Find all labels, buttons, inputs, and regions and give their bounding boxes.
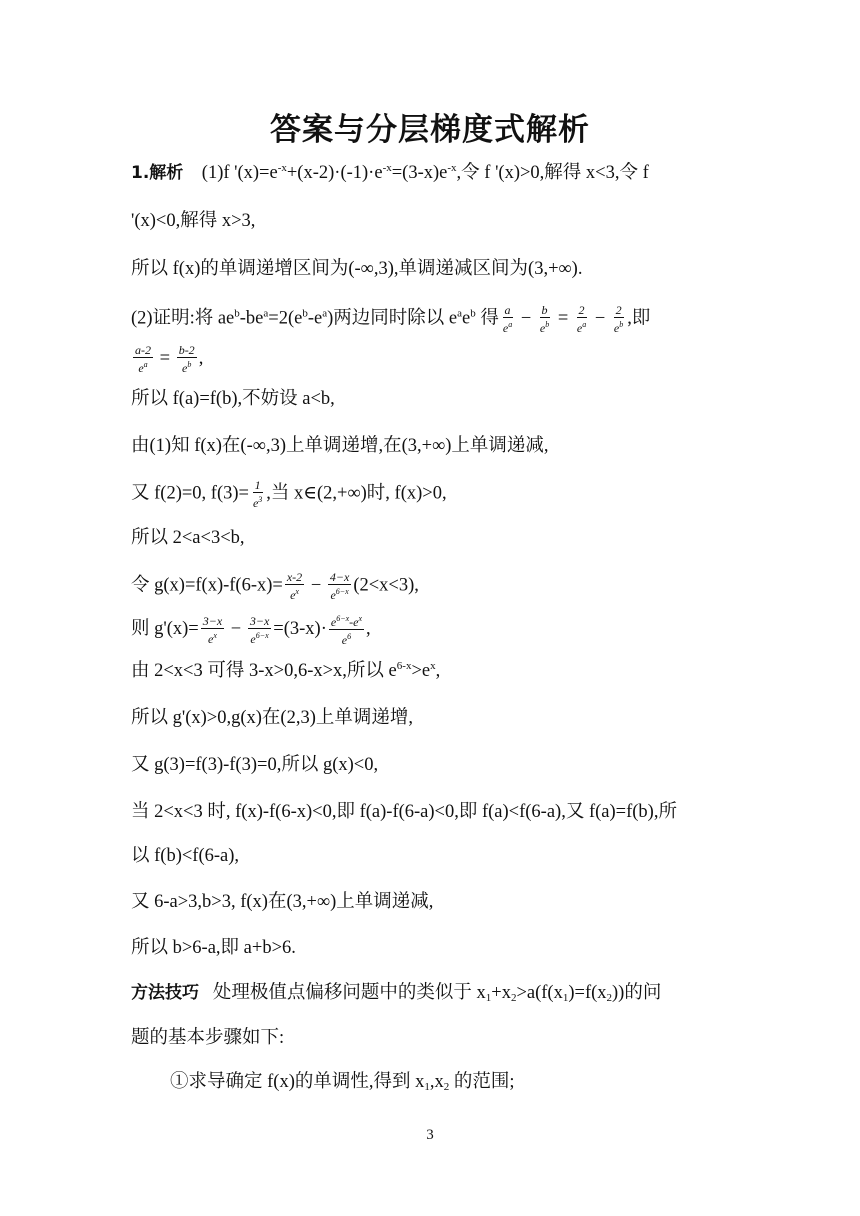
solution-line: 由(1)知 f(x)在(-∞,3)上单调递增,在(3,+∞)上单调递减, [131, 436, 549, 456]
section-label: 1.解析 [131, 163, 184, 183]
solution-line: 题的基本步骤如下: [131, 1028, 285, 1048]
page-number: 3 [426, 1127, 434, 1143]
solution-line: 以 f(b)<f(6-a), [131, 846, 240, 866]
solution-line: 所以 f(a)=f(b),不妨设 a<b, [131, 389, 335, 409]
solution-line: 又 f(2)=0, f(3)= $\frac{1}{e^3}$ ,当 x∈(2,+∞)时, f(x)>0, [131, 478, 447, 510]
solution-line: $\frac{a-2}{e^a}$ = $\frac{b-2}{e^b}$ , [135, 343, 204, 375]
solution-line: 又 6-a>3,b>3, f(x)在(3,+∞)上单调递减, [131, 892, 434, 912]
solution-line: 所以 2<a<3<b, [131, 528, 245, 548]
solution-line: 当 2<x<3 时, f(x)-f(6-x)<0,即 f(a)-f(6-a)<0,即 f(a)<f(6-a),又 f(a)=f(b),所 [131, 802, 677, 822]
method-tip-line: 方法技巧 处理极值点偏移问题中的类似于 $x_1+x_2>a(f(x_1)=f(x_2))$的问 [131, 983, 662, 1004]
solution-line: 1.解析 (1)f '$(x)=e^{-x}+(x-2)\cdot(-1)\cdot e^{-x}=(3-x)e^{-x}$,令 f '(x)>0,解得 x<3,令 f [131, 162, 649, 183]
page-title: 答案与分层梯度式解析 [270, 112, 590, 148]
solution-line: (2)证明:将 $ae^b-be^a=2(e^b-e^a)$两边同时除以 $e^ae^b$ 得 $\frac{a}{e^a}$ − $\frac{b}{e^b}$ = $\frac{2}{e^a}$ − $\frac{2}{e^b}$ ,即 [131, 303, 651, 335]
solution-line: '(x)<0,解得 x>3, [131, 211, 256, 231]
solution-line: 由 2<x<3 可得 3-x>0,6-x>x,所以 $e^{6-x}>e^x$, [131, 660, 441, 681]
solution-line: 所以 f(x)的单调递增区间为(-∞,3),单调递减区间为(3,+∞). [131, 259, 583, 279]
solution-line: 则 g'(x)= $\frac{3-x}{e^x}$ − $\frac{3-x}{e^{6-x}}$ =(3-x)· $\frac{e^{6-x}-e^x}{e^6}$ , [131, 613, 371, 647]
step-line: ①求导确定 f(x)的单调性,得到 $x_1,x_2$ 的范围; [170, 1072, 515, 1093]
solution-line: 令 g(x)=f(x)-f(6-x)= $\frac{x-2}{e^x}$ − $\frac{4-x}{e^{6-x}}$ (2<x<3), [131, 570, 419, 602]
method-tip-label: 方法技巧 [131, 983, 199, 1003]
solution-line: 所以 b>6-a,即 a+b>6. [131, 938, 296, 958]
solution-line: 所以 g'(x)>0,g(x)在(2,3)上单调递增, [131, 708, 413, 728]
solution-line: 又 g(3)=f(3)-f(3)=0,所以 g(x)<0, [131, 755, 379, 775]
